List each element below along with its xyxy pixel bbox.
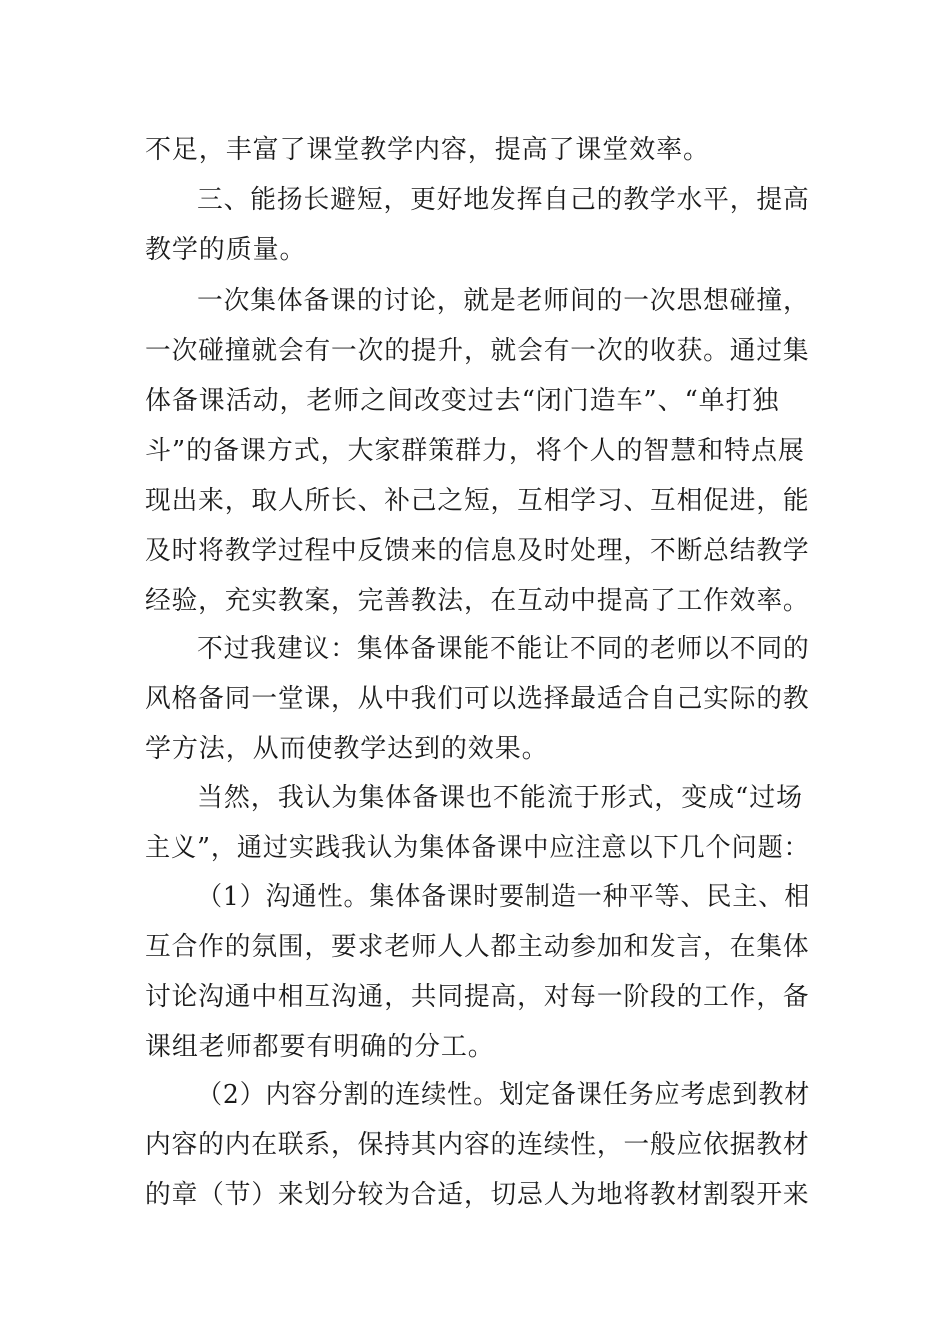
text-line: 风格备同一堂课，从中我们可以选择最适合自己实际的教	[145, 684, 810, 714]
text-line: 主义”，通过实践我认为集体备课中应注意以下几个问题：	[145, 833, 810, 863]
text-line: 讨论沟通中相互沟通，共同提高，对每一阶段的工作，备	[145, 982, 810, 1012]
text-line: 内容的内在联系，保持其内容的连续性，一般应依据教材	[145, 1130, 810, 1160]
text-line: （1）沟通性。集体备课时要制造一种平等、民主、相	[197, 882, 811, 912]
text-line: 三、能扬长避短，更好地发挥自己的教学水平，提高	[197, 185, 810, 215]
text-line: 现出来，取人所长、补己之短，互相学习、互相促进，能	[145, 486, 810, 516]
text-line: 当然，我认为集体备课也不能流于形式，变成“过场	[197, 783, 803, 813]
text-line: 不足，丰富了课堂教学内容，提高了课堂效率。	[145, 135, 710, 165]
text-line: 一次集体备课的讨论，就是老师间的一次思想碰撞，	[197, 286, 810, 316]
text-line: 教学的质量。	[145, 235, 307, 265]
text-line: 学方法，从而使教学达到的效果。	[145, 734, 549, 764]
text-line: （2）内容分割的连续性。划定备课任务应考虑到教材	[197, 1080, 811, 1110]
text-line: 互合作的氛围，要求老师人人都主动参加和发言，在集体	[145, 932, 810, 962]
text-line: 的章（节）来划分较为合适，切忌人为地将教材割裂开来	[145, 1180, 810, 1210]
text-line: 体备课活动，老师之间改变过去“闭门造车”、“单打独	[145, 386, 780, 416]
text-line: 课组老师都要有明确的分工。	[145, 1032, 495, 1062]
text-line: 不过我建议：集体备课能不能让不同的老师以不同的	[197, 634, 810, 664]
text-line: 经验，充实教案，完善教法，在互动中提高了工作效率。	[145, 586, 810, 616]
text-line: 及时将教学过程中反馈来的信息及时处理，不断总结教学	[145, 536, 810, 566]
text-line: 斗”的备课方式，大家群策群力，将个人的智慧和特点展	[145, 436, 805, 466]
text-line: 一次碰撞就会有一次的提升，就会有一次的收获。通过集	[145, 336, 810, 366]
